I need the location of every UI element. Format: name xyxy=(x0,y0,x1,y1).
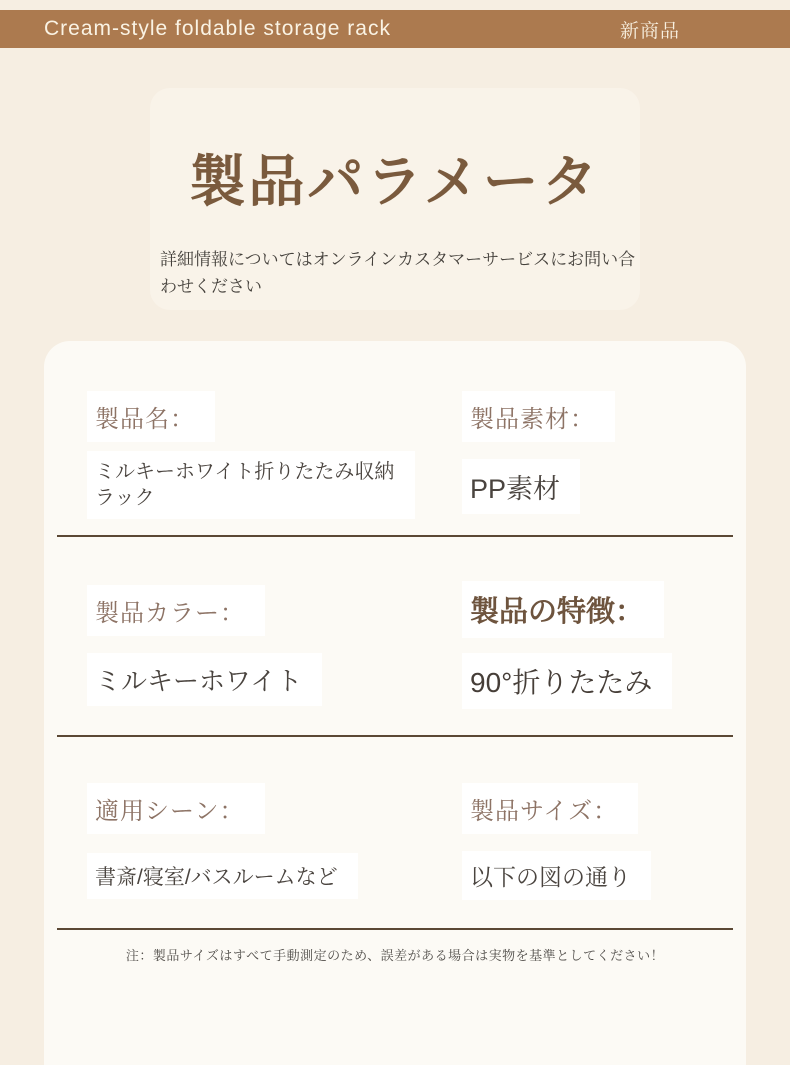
field-product-size-value xyxy=(462,851,651,900)
field-product-material xyxy=(462,391,615,442)
field-value: PP素材 xyxy=(462,459,580,514)
field-value: 以下の図の通り xyxy=(462,851,651,900)
page-subtitle: 詳細情報についてはオンラインカスタマーサービスにお問い合わせください xyxy=(160,250,636,297)
field-label: 適用シーン： xyxy=(87,783,265,834)
row-divider xyxy=(57,735,733,737)
field-product-material-value xyxy=(462,459,580,514)
field-product-color-value xyxy=(87,653,322,706)
field-usage-scene xyxy=(87,783,265,834)
header-bar xyxy=(0,10,790,48)
parameters-card xyxy=(44,341,746,1065)
field-label: 製品サイズ： xyxy=(462,783,638,834)
field-value: ミルキーホワイト xyxy=(87,653,322,706)
field-label: 製品名： xyxy=(87,391,215,442)
row-divider xyxy=(57,928,733,930)
field-value: ミルキーホワイト折りたたみ収納ラック xyxy=(87,451,415,519)
field-product-name-value xyxy=(87,451,415,519)
measurement-note: 注：製品サイズはすべて手動測定のため、誤差がある場合は実物を基準としてください！ xyxy=(125,948,665,963)
field-product-size xyxy=(462,783,638,834)
page-title: 製品パラメータ xyxy=(189,150,601,213)
field-value: 90°折りたたみ xyxy=(462,653,672,709)
new-product-badge: 新商品 xyxy=(620,20,681,42)
field-label: 製品素材： xyxy=(462,391,615,442)
field-product-feature xyxy=(462,581,664,638)
row-divider xyxy=(57,535,733,537)
field-usage-scene-value xyxy=(87,853,358,899)
field-product-color xyxy=(87,585,265,636)
field-label: 製品の特徴： xyxy=(462,581,664,638)
header-title: Cream-style foldable storage rack xyxy=(44,17,391,40)
field-value: 書斎/寝室/バスルームなど xyxy=(87,853,358,899)
field-label: 製品カラー： xyxy=(87,585,265,636)
field-product-feature-value xyxy=(462,653,672,709)
field-product-name xyxy=(87,391,215,442)
